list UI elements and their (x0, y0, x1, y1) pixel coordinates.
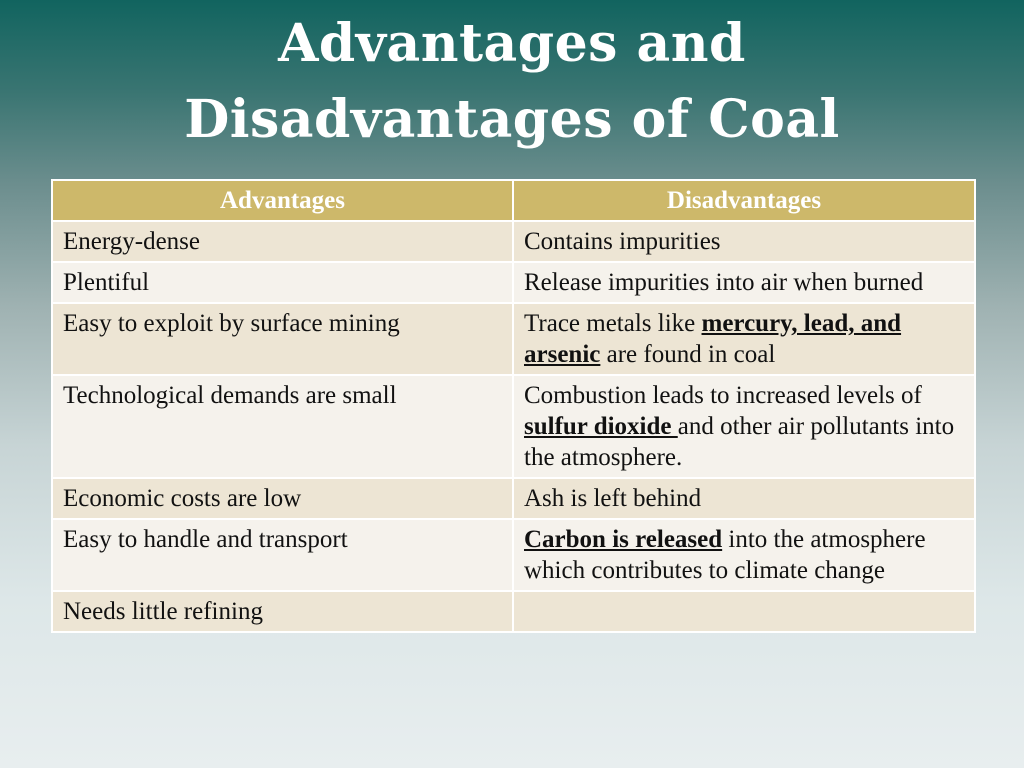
disadvantage-cell (513, 221, 975, 262)
table-row (52, 478, 975, 519)
disadvantage-text: and other air pollutants into the atmosphere. (524, 413, 955, 471)
table-row (52, 519, 975, 591)
disadvantage-text: Ash is left behind (524, 485, 702, 512)
column-header-advantages: Advantages (52, 180, 513, 221)
disadvantage-text: Combustion leads to increased levels of (524, 382, 922, 409)
highlighted-term: mercury, lead, and arsenic (524, 310, 902, 368)
advantage-cell: Economic costs are low (52, 478, 513, 519)
table-header-row (52, 180, 975, 221)
disadvantage-text: into the atmosphere which contributes to climate change (524, 526, 926, 584)
advantage-cell: Technological demands are small (52, 375, 513, 478)
disadvantage-cell (513, 303, 975, 375)
disadvantage-cell (513, 519, 975, 591)
table-row (52, 591, 975, 632)
table-row (52, 375, 975, 478)
disadvantage-cell (513, 262, 975, 303)
disadvantage-text: Contains impurities (524, 228, 721, 255)
highlighted-term: Carbon is released (524, 526, 723, 553)
advantage-cell: Plentiful (52, 262, 513, 303)
advantage-cell: Needs little refining (52, 591, 513, 632)
slide-title-line-1: Advantages and (278, 13, 746, 74)
disadvantage-cell (513, 375, 975, 478)
highlighted-term: sulfur dioxide (524, 413, 678, 440)
comparison-table (51, 179, 976, 633)
table-row (52, 303, 975, 375)
table-row (52, 262, 975, 303)
table-body (52, 221, 975, 632)
table-row (52, 221, 975, 262)
disadvantage-cell (513, 478, 975, 519)
disadvantage-text: are found in coal (600, 341, 776, 368)
slide-title-line-2: Disadvantages of Coal (184, 89, 840, 150)
disadvantage-text: Trace metals like (524, 310, 702, 337)
slide-title (0, 6, 1024, 158)
advantage-cell: Easy to exploit by surface mining (52, 303, 513, 375)
column-header-disadvantages: Disadvantages (513, 180, 975, 221)
disadvantage-text: Release impurities into air when burned (524, 269, 924, 296)
disadvantage-cell (513, 591, 975, 632)
advantage-cell: Easy to handle and transport (52, 519, 513, 591)
advantage-cell: Energy-dense (52, 221, 513, 262)
